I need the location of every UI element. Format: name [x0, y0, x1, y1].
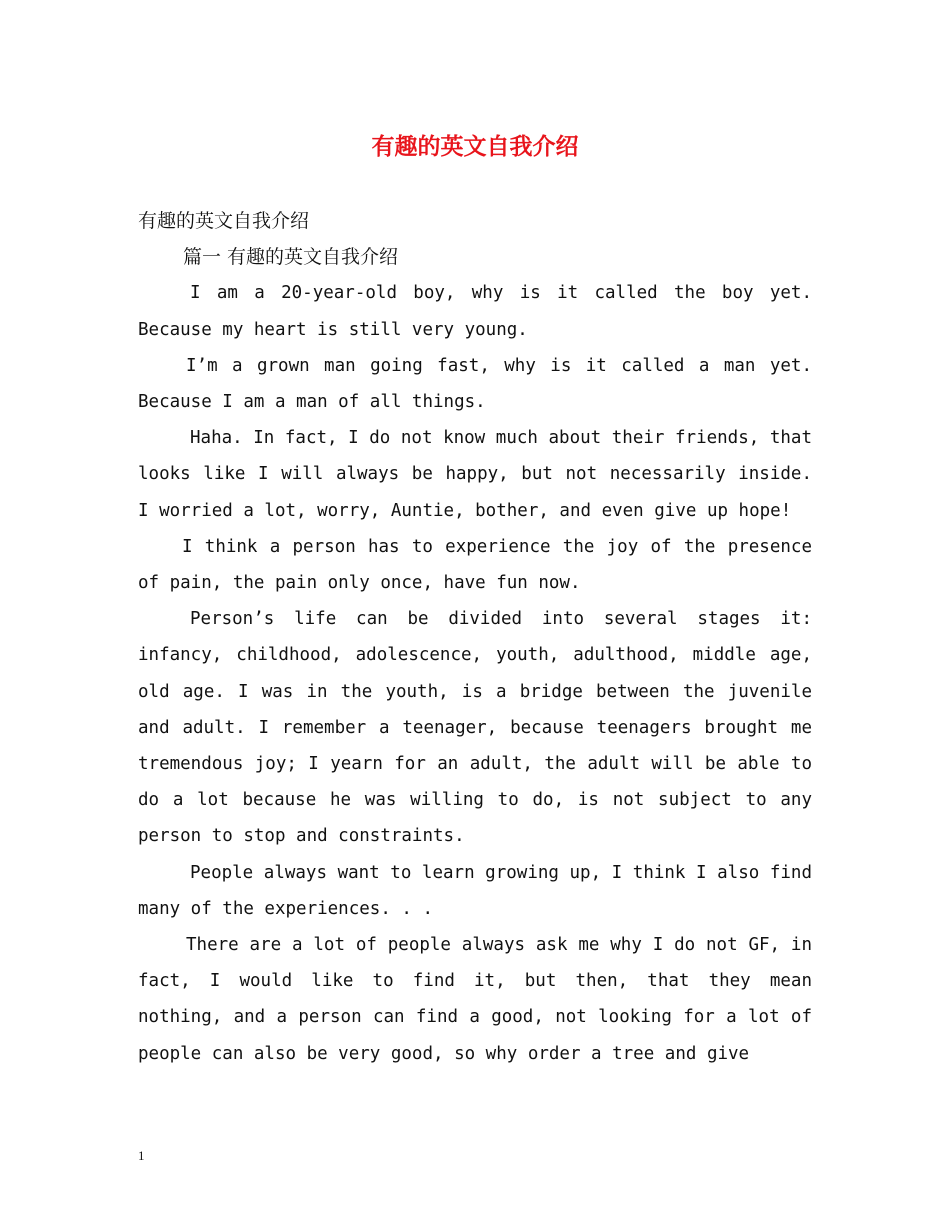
- section-heading: 有趣的英文自我介绍: [138, 210, 310, 232]
- paragraph: Haha. In fact, I do not know much about their friends, that looks like I will always be happy, but not necessarily inside. I worried a lot, worry, Auntie, bother, and even give up hope!: [138, 428, 812, 521]
- document-body: [138, 203, 812, 1072]
- page-number: 1: [138, 1148, 145, 1163]
- paragraph: I’m a grown man going fast, why is it called a man yet. Because I am a man of all things.: [138, 355, 812, 413]
- document-title: 有趣的英文自我介绍: [371, 134, 579, 160]
- paragraph: Person’s life can be divided into several stages it: infancy, childhood, adolescence, youth, adulthood, middle age, old age. I was in the youth, is a bridge between the juvenile and adult. I remember a teenager, because teenagers brought me tremendous joy; I yearn for an adult, the adult will be able to do a lot because he was willing to do, is not subject to any person to stop and constraints.: [138, 609, 812, 847]
- paragraph: I am a 20-year-old boy, why is it called the boy yet. Because my heart is still very young.: [138, 283, 812, 340]
- paragraph: I think a person has to experience the joy of the presence of pain, the pain only once, have fun now.: [138, 536, 812, 594]
- paragraph: People always want to learn growing up, I think I also find many of the experiences. . .: [138, 862, 812, 919]
- section-subheading: 篇一 有趣的英文自我介绍: [183, 246, 399, 269]
- paragraph: There are a lot of people always ask me why I do not GF, in fact, I would like to find it, but then, that they mean nothing, and a person can find a good, not looking for a lot of people can also be very good, so why order a tree and give: [138, 935, 812, 1064]
